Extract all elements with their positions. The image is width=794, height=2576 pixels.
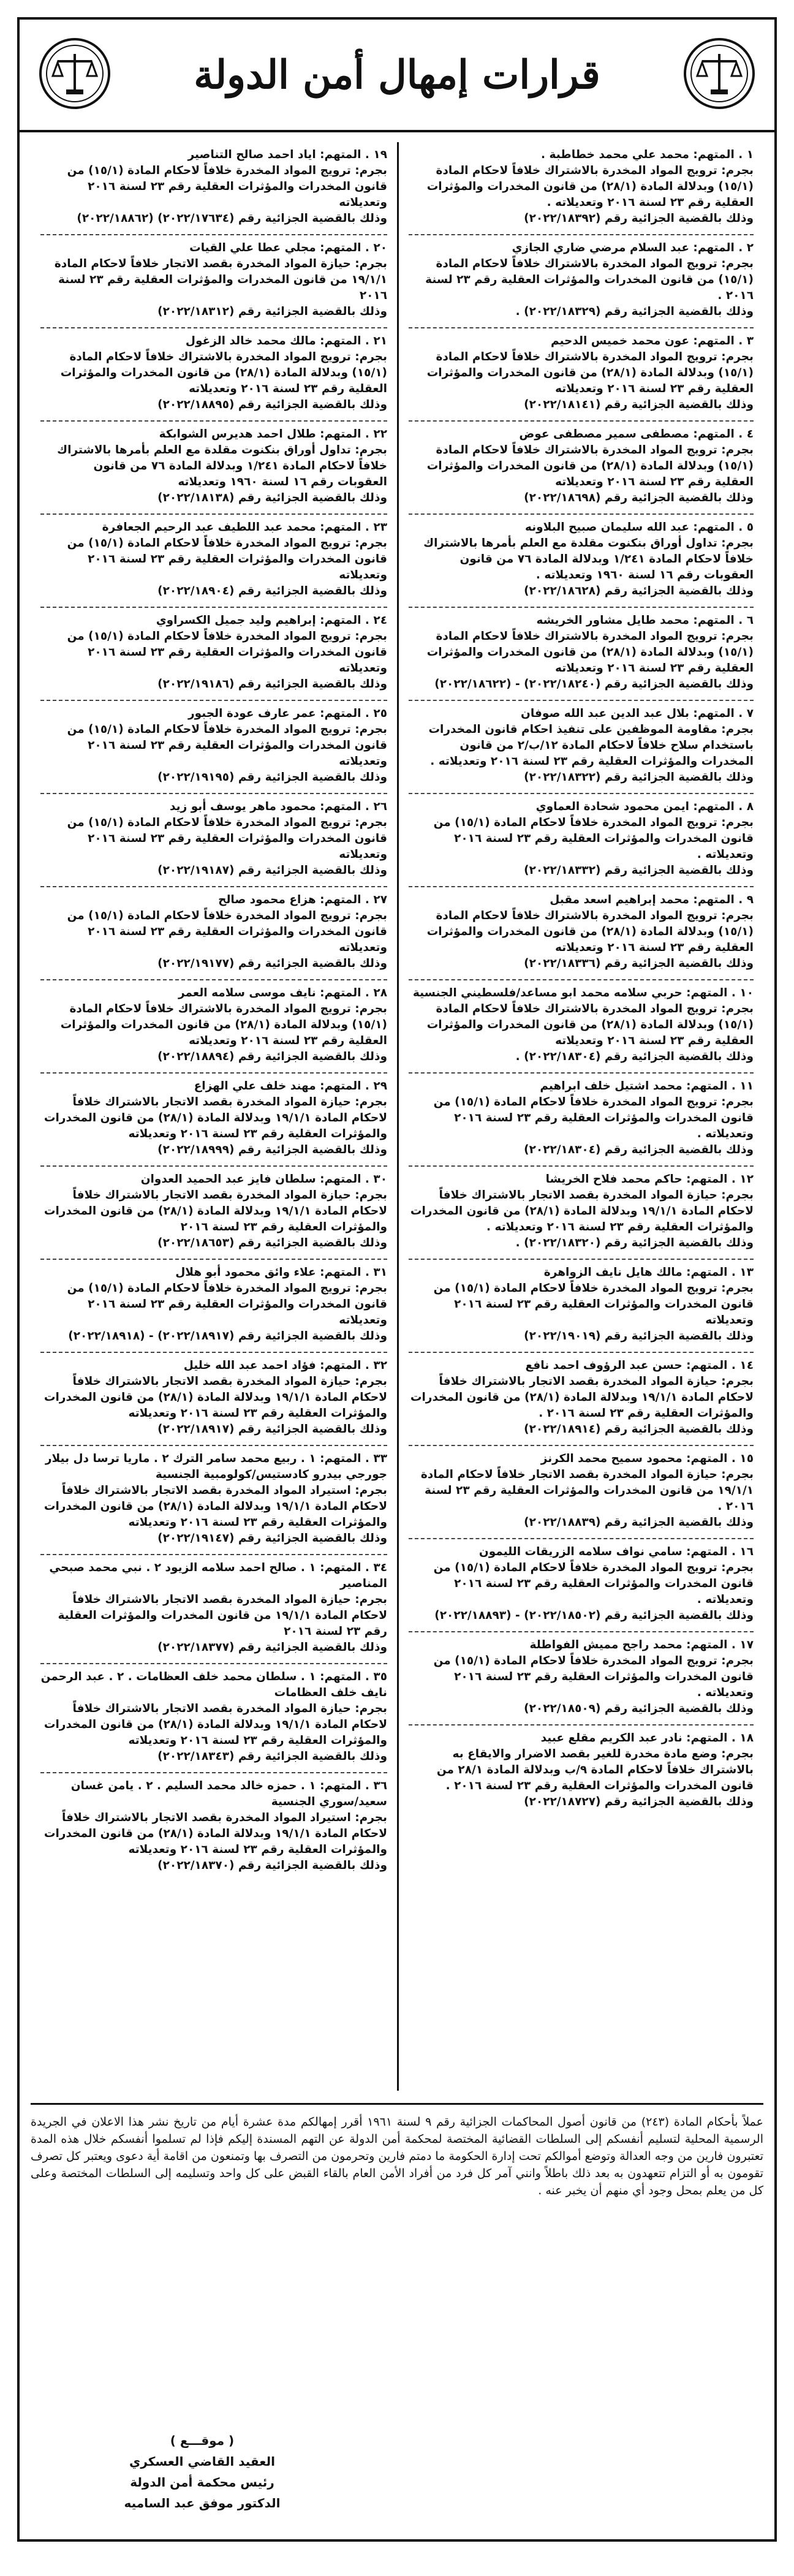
list-item xyxy=(40,1446,387,1555)
entry-case: وذلك بالقضية الجزائية رقم (٢٠٢٢/١٨٣٠٤) . xyxy=(515,1050,754,1063)
entry-charge: بجرم: ترويج المواد المخدرة خلافاً لاحكام المادة (١٥/١) من قانون المخدرات والمؤثرات العقلية رقم ٢٣ لسنة ٢٠١٦ وتعديلاته xyxy=(67,164,387,209)
entry-head: ٣٦ . المتهم: ١ . حمزه خالد محمد السليم . ٢ . يامن غسان سعيد/سوري الجنسية xyxy=(70,1779,387,1808)
list-item xyxy=(409,1632,754,1726)
list-item xyxy=(40,794,387,887)
list-item xyxy=(40,980,387,1074)
entry-head: ٢ . المتهم: عبد السلام مرضي ضاري الجازي xyxy=(512,241,754,254)
entry-charge: بجرم: حيازة المواد المخدرة بقصد الاتجار بالاشتراك خلافاً لاحكام المادة ١٩/١/١ وبدلالة المادة (٢٨/١) من قانون المخدرات والمؤثرات العقلية رقم ٢٣ لسنة ٢٠١٦ وتعديلاته xyxy=(43,1096,387,1140)
entry-head: ٤ . المتهم: مصطفى سمير مصطفى عوض xyxy=(519,428,754,441)
entry-case: وذلك بالقضية الجزائية رقم (٢٠٢٢/١٩١٧٧) xyxy=(157,957,387,970)
entry-head: ٣ . المتهم: عون محمد خميس الدحيم xyxy=(550,335,754,347)
entry-case: وذلك بالقضية الجزائية رقم (٢٠٢٢/١٨١٤١) xyxy=(524,398,754,411)
entry-charge: بجرم: حيازة المواد المخدرة بقصد الاتجار خلافاً لاحكام المادة ١٩/١/١ من قانون المخدرات والمؤثرات العقلية رقم ٢٣ لسنة ٢٠١٦ . xyxy=(420,1468,754,1513)
list-item xyxy=(40,1353,387,1446)
entries-columns xyxy=(31,142,763,2091)
list-item xyxy=(40,701,387,794)
list-item xyxy=(40,1773,387,1881)
list-item xyxy=(409,980,754,1074)
page xyxy=(17,17,777,2542)
entry-case: وذلك بالقضية الجزائية رقم (٢٠٢٢/١٨٣١٢) xyxy=(157,305,387,318)
notice-footer xyxy=(31,2103,763,2532)
entry-case: وذلك بالقضية الجزائية رقم (٢٠٢٢/١٨٣٢٩) . xyxy=(515,305,754,318)
entry-case: وذلك بالقضية الجزائية رقم (٢٠٢٢/١٨٣٢٢) xyxy=(524,771,754,784)
entry-case: وذلك بالقضية الجزائية رقم (٢٠٢٢/١٩١٨٧) xyxy=(157,864,387,877)
entry-case: وذلك بالقضية الجزائية رقم (٢٠٢٢/١٨٦٢٨) xyxy=(524,585,754,597)
list-item xyxy=(40,328,387,422)
scales-emblem-icon xyxy=(682,37,756,110)
entry-head: ١١ . المتهم: محمد اشتيل خلف ابراهيم xyxy=(540,1080,754,1093)
list-item xyxy=(409,1353,754,1446)
entry-head: ٢٣ . المتهم: محمد عبد اللطيف عبد الرحيم الجعافرة xyxy=(102,521,387,534)
entry-charge: بجرم: حيازة المواد المخدرة بقصد الاتجار بالاشتراك خلافاً لاحكام المادة ١٩/١/١ من قانون المخدرات والمؤثرات العقلية رقم ٢٣ لسنة ٢٠١٦ xyxy=(58,1593,387,1638)
entry-head: ٢٨ . المتهم: نايف موسى سلامه العمر xyxy=(178,987,387,999)
page-title: قرارات إمهال أمن الدولة xyxy=(194,51,600,98)
entry-case: وذلك بالقضية الجزائية رقم (٢٠٢٢/١٨٧٢٧) xyxy=(524,1795,754,1808)
entry-head: ١٠ . المتهم: حربي سلامه محمد ابو مساعد/فلسطيني الجنسية xyxy=(412,987,754,999)
entry-head: ١ . المتهم: محمد علي محمد خطاطبة . xyxy=(541,148,754,161)
list-item xyxy=(409,1074,754,1167)
entry-case: وذلك بالقضية الجزائية رقم (٢٠٢٢/١٨٢٤٠) - (٢٠٢٢/١٨٦٢٢) xyxy=(434,678,754,691)
entry-charge: بجرم: تداول أوراق بنكنوت مقلدة مع العلم بأمرها بالاشتراك خلافاً لاحكام المادة ١/٢٤١ وبدلالة المادة ٧٦ من قانون العقوبات رقم ١٦ لسنة ١٩٦٠ وتعديلاته xyxy=(57,444,387,488)
list-item xyxy=(40,1167,387,1260)
entry-charge: بجرم: ترويج المواد المخدرة بالاشتراك خلافاً لاحكام المادة (١٥/١) وبدلالة المادة (٢٨/١) من قانون المخدرات والمؤثرات العقلية رقم ٢٣ لسنة ٢٠١٦ وتعديلاته xyxy=(60,350,387,395)
entry-head: ٢٧ . المتهم: هزاع محمود صالح xyxy=(218,893,387,906)
list-item xyxy=(40,422,387,515)
entry-head: ٣٥ . المتهم: ١ . سلطان محمد خلف العظامات . ٢ . عبد الرحمن نايف خلف العظامات xyxy=(40,1670,387,1699)
entry-charge: بجرم: ترويج المواد المخدرة خلافاً لاحكام المادة (١٥/١) من قانون المخدرات والمؤثرات العقلية رقم ٢٣ لسنة ٢٠١٦ وتعديلاته xyxy=(67,630,387,675)
list-item xyxy=(409,1539,754,1632)
entry-charge: بجرم: تداول أوراق بنكنوت مقلدة مع العلم بأمرها بالاشتراك خلافاً لاحكام المادة ١/٢٤١ وبدلالة المادة ٧٦ من قانون العقوبات رقم ١٦ لسنة ١٩٦٠ وتعديلاته . xyxy=(423,537,754,581)
entry-case: وذلك بالقضية الجزائية رقم (٢٠٢٢/١٨٣٩٢) xyxy=(524,212,754,225)
entry-case: وذلك بالقضية الجزائية رقم (٢٠٢٢/١٨١٣٨) xyxy=(157,491,387,504)
entry-case: وذلك بالقضية الجزائية رقم (٢٠٢٢/١٨٩١٤) xyxy=(524,1423,754,1436)
entry-case: وذلك بالقضية الجزائية رقم (٢٠٢٢/١٨٥٠٩) xyxy=(524,1702,754,1715)
scales-emblem-icon xyxy=(38,37,112,110)
entry-head: ٣١ . المتهم: علاء وائق محمود أبو هلال xyxy=(175,1266,387,1279)
entry-head: ١٨ . المتهم: نادر عبد الكريم مقلع عبيد xyxy=(540,1732,754,1744)
entry-case: وذلك بالقضية الجزائية رقم (٢٠٢٢/١٨٨٣٩) xyxy=(524,1516,754,1529)
entry-case: وذلك بالقضية الجزائية رقم (٢٠٢٢/١٨٩٠٤) xyxy=(157,585,387,597)
list-item xyxy=(40,1260,387,1353)
entry-case: وذلك بالقضية الجزائية رقم (٢٠٢٢/١٨٦٩٨) xyxy=(524,491,754,504)
entry-head: ١٦ . المتهم: سامي نواف سلامه الزريقات الليمون xyxy=(478,1545,754,1558)
entry-head: ٢٦ . المتهم: محمود ماهر يوسف أبو زيد xyxy=(169,800,387,813)
list-item xyxy=(40,887,387,980)
entry-case: وذلك بالقضية الجزائية رقم (٢٠٢٢/١٨٩١٧) - (٢٠٢٢/١٨٩١٨) xyxy=(68,1330,387,1343)
entry-charge: بجرم: ترويج المواد المخدرة خلافاً لاحكام المادة (١٥/١) من قانون المخدرات والمؤثرات العقلية رقم ٢٣ لسنة ٢٠١٦ وتعديلاته xyxy=(67,816,387,861)
entry-charge: بجرم: ترويج المواد المخدرة بالاشتراك خلافاً لاحكام المادة (١٥/١) وبدلالة المادة (٢٨/١) من قانون المخدرات والمؤثرات العقلية رقم ٢٣ لسنة ٢٠١٦ وتعديلاته xyxy=(60,1002,387,1047)
header xyxy=(20,20,774,132)
entry-case: وذلك بالقضية الجزائية رقم (٢٠٢٢/١٨٣٢٠) . xyxy=(515,1237,754,1249)
entry-charge: بجرم: حيازة المواد المخدرة بقصد الاتجار بالاشتراك خلافاً لاحكام المادة ١٩/١/١ وبدلالة المادة (٢٨/١) من قانون المخدرات والمؤثرات العقلية رقم ٢٣ لسنة ٢٠١٦ وتعديلاته xyxy=(43,1702,387,1747)
signature-name: الدكتور موفق عبد الساميه xyxy=(124,2496,281,2510)
entry-head: ١٤ . المتهم: حسن عبد الرؤوف احمد نافع xyxy=(525,1359,754,1372)
entry-head: ١٧ . المتهم: محمد راجح مميش الفواطلة xyxy=(529,1638,754,1651)
entry-case: وذلك بالقضية الجزائية رقم (٢٠٢٢/١٩١٩٥) xyxy=(157,771,387,784)
entry-head: ٨ . المتهم: ايمن محمود شحادة العماوي xyxy=(535,800,754,813)
entry-head: ٢٢ . المتهم: طلال احمد هديرس الشوابكة xyxy=(159,428,387,441)
entry-charge: بجرم: حيازة المواد المخدرة بقصد الاتجار خلافاً لاحكام المادة ١٩/١/١ من قانون المخدرات والمؤثرات العقلية رقم ٢٣ لسنة ٢٠١٦ xyxy=(54,257,387,302)
entry-head: ٣٣ . المتهم: ١ . ربيع محمد سامر الترك ٢ . ماريا ترسا دل بيلار جورجي بيدرو كادستيس/كولومبية الجنسية xyxy=(45,1452,387,1481)
entry-charge: بجرم: ترويج المواد المخدرة بالاشتراك خلافاً لاحكام المادة (١٥/١) وبدلالة المادة (٢٨/١) من قانون المخدرات والمؤثرات العقلية رقم ٢٣ لسنة ٢٠١٦ وتعديلاته xyxy=(426,350,754,395)
list-item xyxy=(40,142,387,235)
list-item xyxy=(409,328,754,422)
entry-case: وذلك بالقضية الجزائية رقم (٢٠٢٢/١٧٦٣٤) (٢٠٢٢/١٨٨٦٢) xyxy=(77,212,387,225)
entry-case: وذلك بالقضية الجزائية رقم (٢٠٢٢/١٩٠١٩) xyxy=(524,1330,754,1343)
entry-case: وذلك بالقضية الجزائية رقم (٢٠٢٢/١٨٨٩٥) xyxy=(157,398,387,411)
entry-charge: بجرم: حيازة المواد المخدرة بقصد الاتجار بالاشتراك خلافاً لاحكام المادة ١٩/١/١ وبدلالة المادة (٢٨/١) من قانون المخدرات والمؤثرات العقلية رقم ٢٣ لسنة ٢٠١٦ وتعديلاته xyxy=(43,1375,387,1420)
list-item xyxy=(40,608,387,701)
entry-charge: بجرم: ترويج المواد المخدرة خلافاً لاحكام المادة (١٥/١) من قانون المخدرات والمؤثرات العقلية رقم ٢٣ لسنة ٢٠١٦ وتعديلاته xyxy=(67,723,387,768)
entry-charge: بجرم: استيراد المواد المخدرة بقصد الاتجار بالاشتراك خلافاً لاحكام المادة ١٩/١/١ وبدلالة المادة (٢٨/١) من قانون المخدرات والمؤثرات العقلية رقم ٢٣ لسنة ٢٠١٦ وتعديلاته xyxy=(43,1484,387,1529)
list-item xyxy=(40,1555,387,1664)
list-item xyxy=(409,235,754,328)
entry-head: ٩ . المتهم: محمد إبراهيم اسعد مقبل xyxy=(550,893,754,906)
entry-charge: بجرم: ترويج المواد المخدرة بالاشتراك خلافاً لاحكام المادة (١٥/١) وبدلالة المادة (٢٨/١) من قانون المخدرات والمؤثرات العقلية رقم ٢٣ لسنة ٢٠١٦ وتعديلاته xyxy=(426,1002,754,1047)
list-item xyxy=(409,1446,754,1539)
list-item xyxy=(40,515,387,608)
entry-head: ١٩ . المتهم: اياد احمد صالح التناصير xyxy=(187,148,387,161)
entry-head: ٢٠ . المتهم: مجلي عطا علي القيات xyxy=(189,241,387,254)
entries-column-left xyxy=(31,142,397,2091)
entry-charge: بجرم: ترويج المواد المخدرة خلافاً لاحكام المادة (١٥/١) من قانون المخدرات والمؤثرات العقلية رقم ٢٣ لسنة ٢٠١٦ وتعديلاته xyxy=(67,909,387,954)
entry-head: ٢٤ . المتهم: إبراهيم وليد جميل الكسراوي xyxy=(156,614,387,627)
notice-text: عملاً بأحكام المادة (٢٤٣) من قانون أصول المحاكمات الجزائية رقم ٩ لسنة ١٩٦١ أقرر إمهالكم مدة عشرة أيام من تاريخ نشر هذا الاعلان في الجريدة الرسمية المحلية لتسليم أنفسكم إلى السلطات القضائية المختصة لمحكمة أمن الدولة عن التهم المسندة إليكم فإذا لم تسلموا أنفسكم خلال هذه المدة تعتبرون فارين من وجه العدالة وتوضع أموالكم تحت إدارة الحكومة ما دمتم فارين وتحرمون من التصرف بها وتمنعون من اقامة أية دعوى ويعتبر كل تصرف تقومون به أو التزام تتعهدون به بعد ذلك باطلاً وانني آمر كل فرد من أفراد الأمن العام بالقاء القبض على كل واحد وتسليمه إلى السلطات المختصة وعلى كل من يعلم بمحل وجود أي منهم أن يخبر عنه . xyxy=(31,2115,763,2197)
entry-case: وذلك بالقضية الجزائية رقم (٢٠٢٢/١٨٣٠٤) xyxy=(524,1143,754,1156)
list-item xyxy=(409,515,754,608)
list-item xyxy=(409,142,754,235)
list-item xyxy=(409,608,754,701)
entry-charge: بجرم: حيازة المواد المخدرة بقصد الاتجار بالاشتراك خلافاً لاحكام المادة ١٩/١/١ وبدلالة المادة (٢٨/١) من قانون المخدرات والمؤثرات العقلية رقم ٢٣ لسنة ٢٠١٦ xyxy=(43,1189,387,1233)
entry-charge: بجرم: استيراد المواد المخدرة بقصد الاتجار بالاشتراك خلافاً لاحكام المادة ١٩/١/١ وبدلالة المادة (٢٨/١) من قانون المخدرات والمؤثرات العقلية رقم ٢٣ لسنة ٢٠١٦ وتعديلاته xyxy=(43,1811,387,1856)
list-item xyxy=(40,1074,387,1167)
entry-charge: بجرم: ترويج المواد المخدرة خلافاً لاحكام المادة (١٥/١) من قانون المخدرات والمؤثرات العقلية رقم ٢٣ لسنة ٢٠١٦ وتعديلاته . xyxy=(433,816,754,861)
entry-charge: بجرم: ترويج المواد المخدرة خلافاً لاحكام المادة (١٥/١) من قانون المخدرات والمؤثرات العقلية رقم ٢٣ لسنة ٢٠١٦ وتعديلاته xyxy=(67,537,387,581)
entry-charge: بجرم: ترويج المواد المخدرة بالاشتراك خلافاً لاحكام المادة (١٥/١) وبدلالة المادة (٢٨/١) من قانون المخدرات والمؤثرات العقلية رقم ٢٣ لسنة ٢٠١٦ وتعديلاته xyxy=(426,909,754,954)
entry-case: وذلك بالقضية الجزائية رقم (٢٠٢٢/١٨٥٠٢) - (٢٠٢٢/١٨٨٩٣) xyxy=(434,1609,754,1622)
list-item xyxy=(409,1260,754,1353)
entry-head: ٣٢ . المتهم: فؤاد احمد عبد الله خليل xyxy=(183,1359,387,1372)
entry-charge: بجرم: ترويج المواد المخدرة بالاشتراك خلافاً لاحكام المادة (١٥/١) وبدلالة المادة (٢٨/١) من قانون المخدرات والمؤثرات العقلية رقم ٢٣ لسنة ٢٠١٦ وتعديلاته . xyxy=(426,164,754,209)
entry-case: وذلك بالقضية الجزائية رقم (٢٠٢٢/١٨٩١٧) xyxy=(157,1423,387,1436)
entries-column-right xyxy=(397,142,763,2091)
entry-head: ١٢ . المتهم: حاكم محمد فلاح الخريشا xyxy=(545,1173,754,1186)
list-item xyxy=(409,887,754,980)
entry-case: وذلك بالقضية الجزائية رقم (٢٠٢٢/١٨٣٧٠) xyxy=(157,1859,387,1872)
entry-head: ١٥ . المتهم: محمود سميح محمد الكرنز xyxy=(540,1452,754,1465)
entry-charge: بجرم: حيازة المواد المخدرة بقصد الاتجار بالاشتراك خلافاً لاحكام المادة ١٩/١/١ وبدلالة المادة (٢٨/١) من قانون المخدرات والمؤثرات العقلية رقم ٢٣ لسنة ٢٠١٦ . xyxy=(410,1375,754,1420)
entry-head: ٢٥ . المتهم: عمر عارف عودة الجبور xyxy=(188,707,387,720)
entry-case: وذلك بالقضية الجزائية رقم (٢٠٢٢/١٨٣٤٣) xyxy=(157,1750,387,1763)
entry-charge: بجرم: ترويج المواد المخدرة بالاشتراك خلافاً لاحكام المادة (١٥/١) من قانون المخدرات والمؤثرات العقلية رقم ٢٣ لسنة ٢٠١٦ . xyxy=(425,257,754,302)
entry-charge: بجرم: وضع مادة مخدرة للغير بقصد الاضرار والايقاع به بالاشتراك خلافاً لاحكام المادة ٩/ب وبدلالة المادة ٢٨/١ من قانون المخدرات والمؤثرات العقلية رقم ٢٣ لسنة ٢٠١٦ . xyxy=(436,1748,754,1792)
entry-case: وذلك بالقضية الجزائية رقم (٢٠٢٢/١٨٩٩٩) xyxy=(157,1143,387,1156)
entry-charge: بجرم: ترويج المواد المخدرة بالاشتراك خلافاً لاحكام المادة (١٥/١) وبدلالة المادة (٢٨/١) من قانون المخدرات والمؤثرات العقلية رقم ٢٣ لسنة ٢٠١٦ وتعديلاته xyxy=(426,444,754,488)
signature-title: العقيد القاضي العسكري xyxy=(129,2454,275,2469)
entry-charge: بجرم: ترويج المواد المخدرة خلافاً لاحكام المادة (١٥/١) من قانون المخدرات والمؤثرات العقلية رقم ٢٣ لسنة ٢٠١٦ وتعديلاته . xyxy=(433,1096,754,1140)
list-item xyxy=(409,794,754,887)
signature-block xyxy=(55,2430,349,2513)
entry-charge: بجرم: ترويج المواد المخدرة خلافاً لاحكام المادة (١٥/١) من قانون المخدرات والمؤثرات العقلية رقم ٢٣ لسنة ٢٠١٦ وتعديلاته . xyxy=(433,1654,754,1699)
signature-role: رئيس محكمة أمن الدولة xyxy=(130,2475,274,2490)
entry-head: ٢١ . المتهم: مالك محمد خالد الزغول xyxy=(185,335,387,347)
entry-case: وذلك بالقضية الجزائية رقم (٢٠٢٢/١٩١٤٧) xyxy=(157,1532,387,1545)
entry-charge: بجرم: مقاومة الموظفين على تنفيذ احكام قانون المخدرات باستخدام سلاح خلافاً لاحكام المادة ١٢/ب/٢ من قانون المخدرات والمؤثرات العقلية رقم ٢٣ لسنة ٢٠١٦ وتعديلاته . xyxy=(428,723,754,768)
entry-case: وذلك بالقضية الجزائية رقم (٢٠٢٢/١٨٣٣٦) xyxy=(524,957,754,970)
entry-head: ٥ . المتهم: عبد الله سليمان صبيح البلاونه xyxy=(524,521,754,534)
entry-case: وذلك بالقضية الجزائية رقم (٢٠٢٢/١٨٣٣٢) xyxy=(524,864,754,877)
entry-head: ٣٠ . المتهم: سلطان فايز عبد الحميد العدوان xyxy=(140,1173,387,1186)
entry-case: وذلك بالقضية الجزائية رقم (٢٠٢٢/١٨٣٧٧) xyxy=(157,1641,387,1654)
list-item xyxy=(40,1664,387,1773)
list-item xyxy=(409,1167,754,1260)
entry-charge: بجرم: ترويج المواد المخدرة خلافاً لاحكام المادة (١٥/١) من قانون المخدرات والمؤثرات العقلية رقم ٢٣ لسنة ٢٠١٦ وتعديلاته xyxy=(433,1282,754,1327)
entry-charge: بجرم: ترويج المواد المخدرة خلافاً لاحكام المادة (١٥/١) من قانون المخدرات والمؤثرات العقلية رقم ٢٣ لسنة ٢٠١٦ وتعديلاته xyxy=(67,1282,387,1327)
entry-head: ١٣ . المتهم: مالك هايل نايف الزواهرة xyxy=(543,1266,754,1279)
list-item xyxy=(409,422,754,515)
entry-charge: بجرم: ترويج المواد المخدرة بالاشتراك خلافاً لاحكام المادة (١٥/١) وبدلالة المادة (٢٨/١) من قانون المخدرات والمؤثرات العقلية رقم ٢٣ لسنة ٢٠١٦ وتعديلاته xyxy=(426,630,754,675)
entry-case: وذلك بالقضية الجزائية رقم (٢٠٢٢/١٩١٨٦) xyxy=(157,678,387,691)
entry-case: وذلك بالقضية الجزائية رقم (٢٠٢٢/١٨٦٥٣) xyxy=(157,1237,387,1249)
entry-charge: بجرم: حيازة المواد المخدرة بقصد الاتجار بالاشتراك خلافاً لاحكام المادة ١٩/١/١ وبدلالة المادة (٢٨/١) من قانون المخدرات والمؤثرات العقلية رقم ٢٣ لسنة ٢٠١٦ وتعديلاته . xyxy=(410,1189,754,1233)
entry-head: ٦ . المتهم: محمد طايل مشاور الخريشه xyxy=(536,614,754,627)
entry-head: ٣٤ . المتهم: ١ . صالح احمد سلامه الزيود ٢ . نبي محمد صبحي المناصير xyxy=(49,1561,387,1590)
list-item xyxy=(409,701,754,794)
list-item xyxy=(40,235,387,328)
list-item xyxy=(409,1726,754,1817)
entry-head: ٧ . المتهم: بلال عبد الدين عبد الله صوفان xyxy=(521,707,754,720)
entry-head: ٢٩ . المتهم: مهند خلف علي الهزاع xyxy=(194,1080,387,1093)
entry-case: وذلك بالقضية الجزائية رقم (٢٠٢٢/١٨٨٩٤) xyxy=(157,1050,387,1063)
entry-charge: بجرم: ترويج المواد المخدرة خلافاً لاحكام المادة (١٥/١) من قانون المخدرات والمؤثرات العقلية رقم ٢٣ لسنة ٢٠١٦ وتعديلاته . xyxy=(433,1561,754,1606)
signature-mark: ( موقـــع ) xyxy=(170,2433,235,2448)
